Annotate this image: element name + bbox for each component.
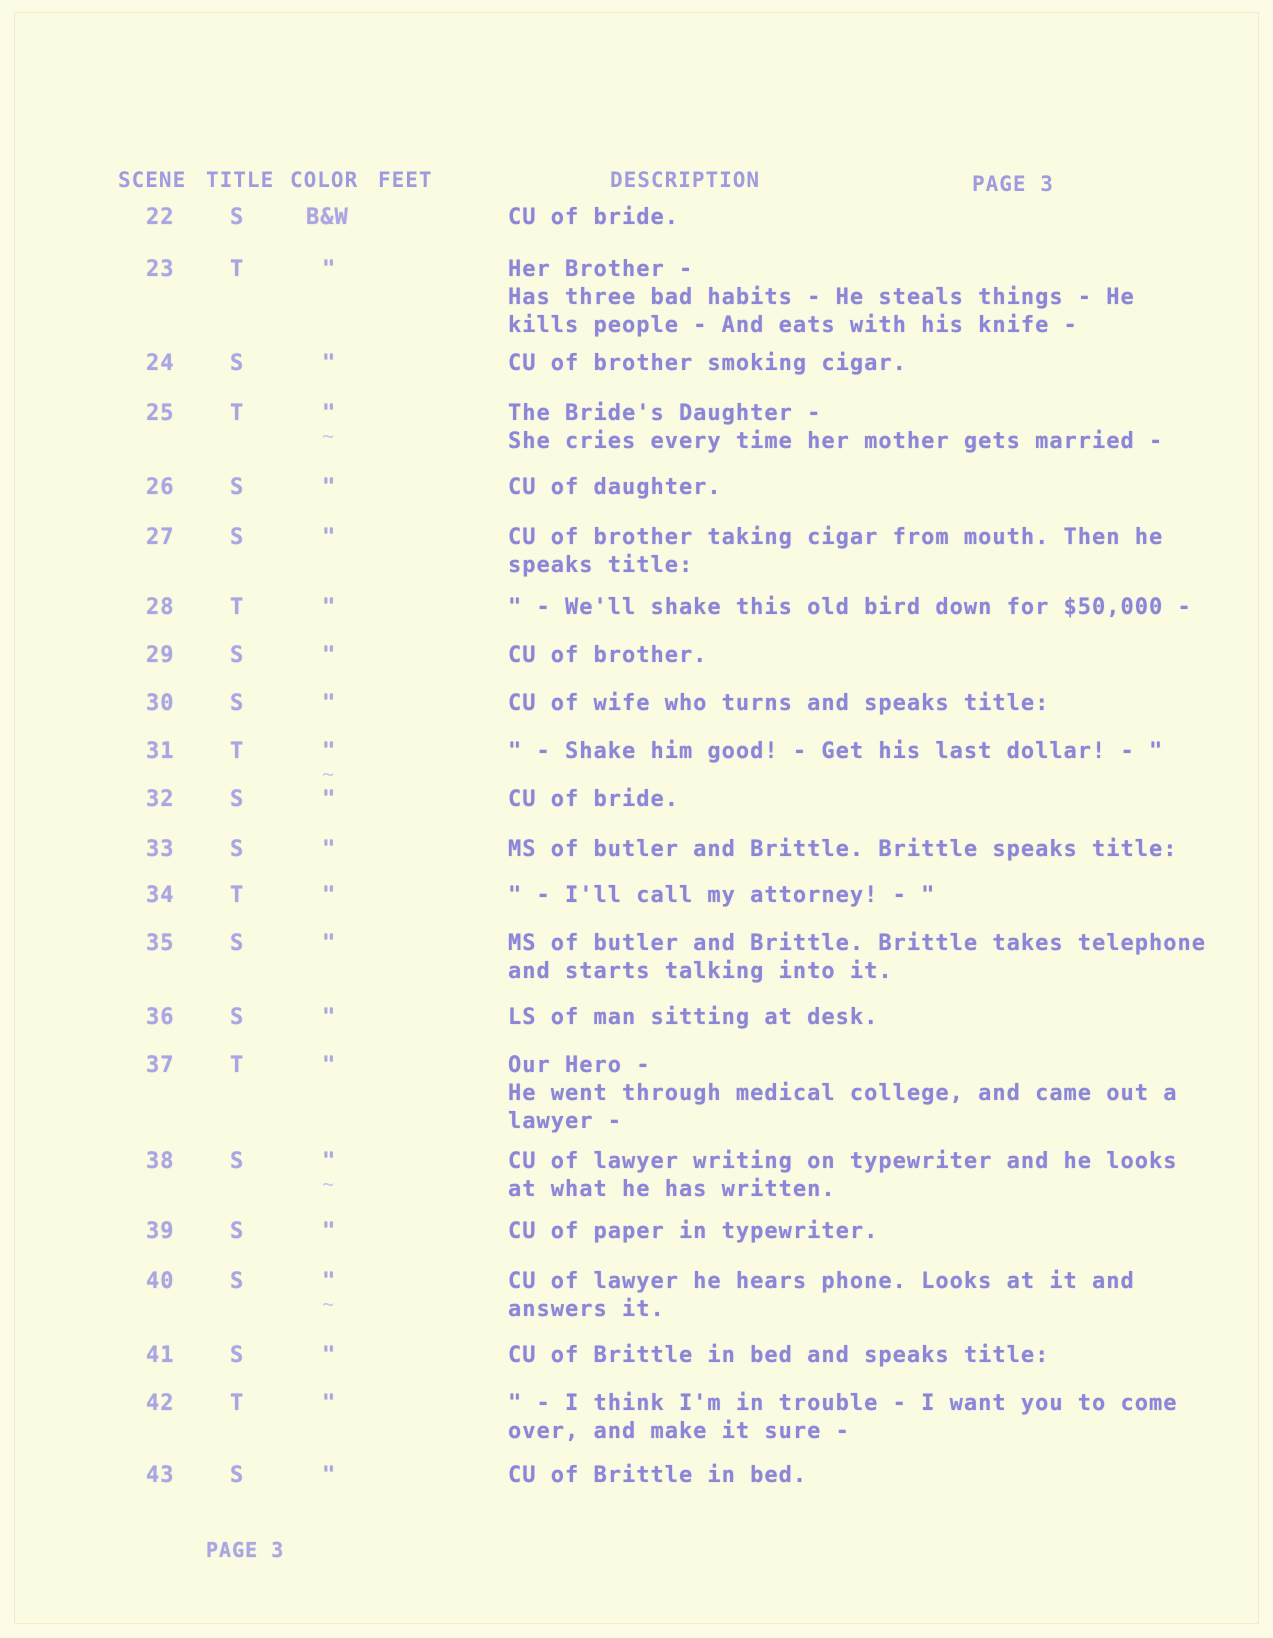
color-value: " bbox=[322, 643, 337, 668]
scene-description: Her Brother - Has three bad habits - He steals things - He kills people - And eats with his knife - bbox=[508, 257, 1135, 338]
color-value: B&W bbox=[306, 205, 349, 230]
title-code: S bbox=[230, 1269, 245, 1294]
scene-number: 33 bbox=[146, 837, 175, 862]
title-code: T bbox=[230, 1053, 245, 1078]
scene-number: 29 bbox=[146, 643, 175, 668]
header-color: COLOR bbox=[290, 168, 359, 192]
color-value: " bbox=[322, 1005, 337, 1030]
scene-number: 40 bbox=[146, 1269, 175, 1294]
color-value: " bbox=[322, 475, 337, 500]
title-code: T bbox=[230, 1391, 245, 1416]
color-value: " bbox=[322, 691, 337, 716]
scene-description: CU of bride. bbox=[508, 205, 679, 230]
scene-number: 24 bbox=[146, 351, 175, 376]
header-feet: FEET bbox=[378, 168, 433, 192]
scene-number: 35 bbox=[146, 931, 175, 956]
color-value: " bbox=[322, 1391, 337, 1416]
scene-description: MS of butler and Brittle. Brittle takes telephone and starts talking into it. bbox=[508, 931, 1207, 984]
title-code: T bbox=[230, 595, 245, 620]
ditto-tick: ~ bbox=[322, 762, 335, 786]
color-value: " bbox=[322, 739, 337, 764]
title-code: S bbox=[230, 1149, 245, 1174]
scene-description: Our Hero - He went through medical college, and came out a lawyer - bbox=[508, 1053, 1178, 1134]
title-code: S bbox=[230, 787, 245, 812]
scene-description: " - I'll call my attorney! - " bbox=[508, 883, 936, 908]
scene-description: CU of Brittle in bed. bbox=[508, 1463, 808, 1488]
paper-sheet bbox=[14, 12, 1259, 1624]
scene-description: CU of lawyer he hears phone. Looks at it and answers it. bbox=[508, 1269, 1135, 1322]
color-value: " bbox=[322, 1269, 337, 1294]
header-page: PAGE 3 bbox=[972, 172, 1054, 196]
scene-number: 27 bbox=[146, 525, 175, 550]
color-value: " bbox=[322, 595, 337, 620]
scene-description: CU of paper in typewriter. bbox=[508, 1219, 879, 1244]
scene-number: 22 bbox=[146, 205, 175, 230]
title-code: S bbox=[230, 643, 245, 668]
title-code: S bbox=[230, 691, 245, 716]
color-value: " bbox=[322, 883, 337, 908]
scene-description: CU of wife who turns and speaks title: bbox=[508, 691, 1050, 716]
title-code: S bbox=[230, 931, 245, 956]
scene-description: " - We'll shake this old bird down for $50,000 - bbox=[508, 595, 1192, 620]
scene-number: 28 bbox=[146, 595, 175, 620]
scene-description: The Bride's Daughter - She cries every time her mother gets married - bbox=[508, 401, 1164, 454]
scene-number: 38 bbox=[146, 1149, 175, 1174]
title-code: T bbox=[230, 401, 245, 426]
header-scene: SCENE bbox=[118, 168, 187, 192]
color-value: " bbox=[322, 1219, 337, 1244]
scene-number: 23 bbox=[146, 257, 175, 282]
title-code: T bbox=[230, 257, 245, 282]
scene-description: " - I think I'm in trouble - I want you to come over, and make it sure - bbox=[508, 1391, 1178, 1444]
header-title: TITLE bbox=[206, 168, 275, 192]
title-code: S bbox=[230, 1343, 245, 1368]
scene-number: 34 bbox=[146, 883, 175, 908]
color-value: " bbox=[322, 931, 337, 956]
scene-number: 36 bbox=[146, 1005, 175, 1030]
color-value: " bbox=[322, 401, 337, 426]
color-value: " bbox=[322, 525, 337, 550]
color-value: " bbox=[322, 1463, 337, 1488]
color-value: " bbox=[322, 837, 337, 862]
scene-description: CU of daughter. bbox=[508, 475, 722, 500]
scene-description: CU of brother smoking cigar. bbox=[508, 351, 907, 376]
scene-description: CU of lawyer writing on typewriter and he looks at what he has written. bbox=[508, 1149, 1178, 1202]
color-value: " bbox=[322, 257, 337, 282]
title-code: S bbox=[230, 205, 245, 230]
title-code: T bbox=[230, 883, 245, 908]
scene-number: 37 bbox=[146, 1053, 175, 1078]
title-code: S bbox=[230, 475, 245, 500]
color-value: " bbox=[322, 1149, 337, 1174]
color-value: " bbox=[322, 351, 337, 376]
scene-number: 42 bbox=[146, 1391, 175, 1416]
scene-number: 31 bbox=[146, 739, 175, 764]
scene-description: LS of man sitting at desk. bbox=[508, 1005, 879, 1030]
title-code: T bbox=[230, 739, 245, 764]
title-code: S bbox=[230, 525, 245, 550]
footer-page: PAGE 3 bbox=[206, 1538, 285, 1562]
scene-number: 41 bbox=[146, 1343, 175, 1368]
title-code: S bbox=[230, 837, 245, 862]
title-code: S bbox=[230, 351, 245, 376]
scene-number: 25 bbox=[146, 401, 175, 426]
scene-description: MS of butler and Brittle. Brittle speaks title: bbox=[508, 837, 1178, 862]
color-value: " bbox=[322, 1053, 337, 1078]
color-value: " bbox=[322, 787, 337, 812]
title-code: S bbox=[230, 1463, 245, 1488]
scene-description: " - Shake him good! - Get his last dollar! - " bbox=[508, 739, 1164, 764]
ditto-tick: ~ bbox=[322, 1292, 335, 1316]
scene-number: 32 bbox=[146, 787, 175, 812]
scene-description: CU of brother taking cigar from mouth. Then he speaks title: bbox=[508, 525, 1164, 578]
scene-number: 26 bbox=[146, 475, 175, 500]
color-value: " bbox=[322, 1343, 337, 1368]
ditto-tick: ~ bbox=[322, 1172, 335, 1196]
scene-description: CU of brother. bbox=[508, 643, 708, 668]
scene-number: 39 bbox=[146, 1219, 175, 1244]
ditto-tick: ~ bbox=[322, 424, 335, 448]
header-description: DESCRIPTION bbox=[610, 168, 761, 192]
scene-description: CU of Brittle in bed and speaks title: bbox=[508, 1343, 1050, 1368]
title-code: S bbox=[230, 1219, 245, 1244]
scene-description: CU of bride. bbox=[508, 787, 679, 812]
scene-number: 30 bbox=[146, 691, 175, 716]
scene-number: 43 bbox=[146, 1463, 175, 1488]
title-code: S bbox=[230, 1005, 245, 1030]
